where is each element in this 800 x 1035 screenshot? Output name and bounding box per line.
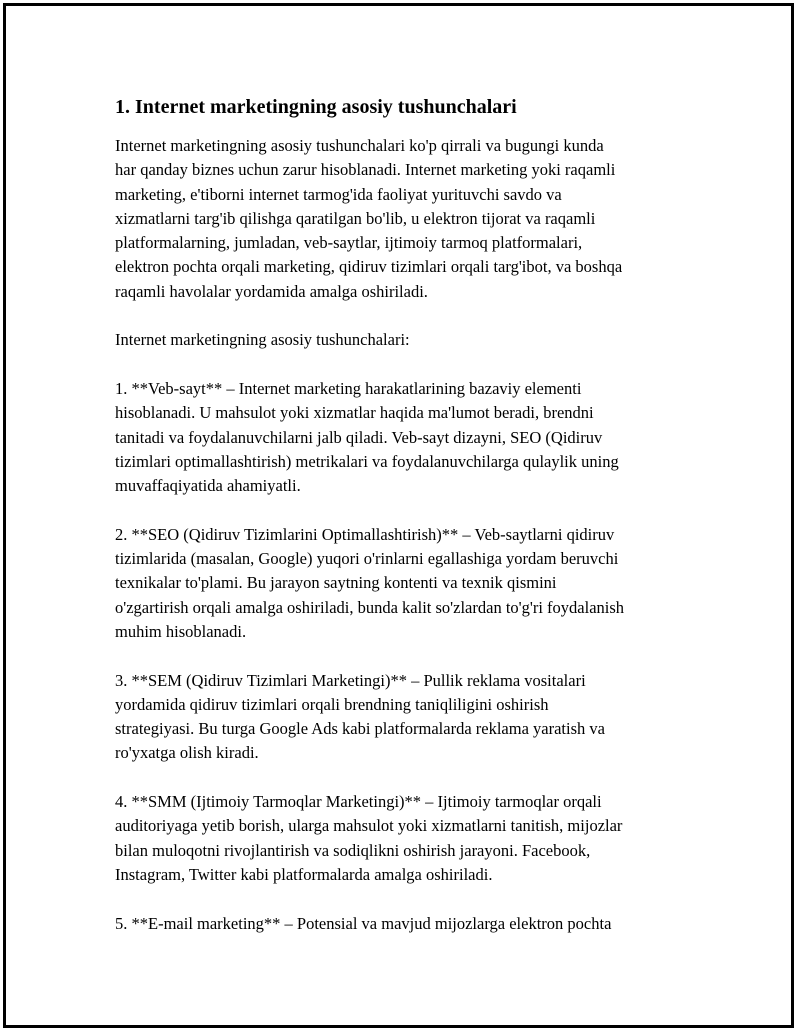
text-line: 2. **SEO (Qidiruv Tizimlarini Optimallashtirish)** – Veb-saytlarni qidiruv xyxy=(115,524,615,544)
text-line: Internet marketingning asosiy tushunchalari: xyxy=(115,330,410,350)
text-line: muhim hisoblanadi. xyxy=(115,621,247,641)
text-line: o'zgartirish orqali amalga oshiriladi, bunda kalit so'zlardan to'g'ri foydalanish xyxy=(115,597,625,617)
text-line: muvaffaqiyatida ahamiyatli. xyxy=(115,476,301,496)
text-line: texnikalar to'plami. Bu jarayon saytning kontenti va texnik qismini xyxy=(115,573,557,593)
text-line: strategiyasi. Bu turga Google Ads kabi platformalarda reklama yaratish va xyxy=(115,719,605,739)
text-line: ro'yxatga olish kiradi. xyxy=(115,743,259,763)
list-item-seo xyxy=(115,523,695,644)
text-line: 4. **SMM (Ijtimoiy Tarmoqlar Marketingi)** – Ijtimoiy tarmoqlar orqali xyxy=(115,792,602,812)
text-line: elektron pochta orqali marketing, qidiruv tizimlari orqali targ'ibot, va boshqa xyxy=(115,257,623,277)
text-line: marketing, e'tiborni internet tarmog'ida faoliyat yurituvchi savdo va xyxy=(115,184,562,204)
text-line: 3. **SEM (Qidiruv Tizimlari Marketingi)** – Pullik reklama vositalari xyxy=(115,670,586,690)
text-line: tanitadi va foydalanuvchilarni jalb qiladi. Veb-sayt dizayni, SEO (Qidiruv xyxy=(115,427,603,447)
intro-paragraph xyxy=(115,134,695,304)
text-line: Internet marketingning asosiy tushunchalari ko'p qirrali va bugungi kunda xyxy=(115,136,604,155)
list-item-sem xyxy=(115,669,695,766)
text-line: tizimlari optimallashtirish) metrikalari va foydalanuvchilarga qulaylik uning xyxy=(115,451,619,471)
document-body xyxy=(115,94,695,960)
text-line: tizimlarida (masalan, Google) yuqori o'rinlarni egallashiga yordam beruvchi xyxy=(115,549,619,569)
text-line: har qanday biznes uchun zarur hisoblanadi. Internet marketing yoki raqamli xyxy=(115,160,616,180)
text-line: xizmatlarni targ'ib qilishga qaratilgan bo'lib, u elektron tijorat va raqamli xyxy=(115,208,596,228)
text-line: hisoblanadi. U mahsulot yoki xizmatlar haqida ma'lumot beradi, brendni xyxy=(115,403,594,423)
list-intro-paragraph xyxy=(115,328,695,352)
text-line: platformalarning, jumladan, veb-saytlar, ijtimoiy tarmoq platformalari, xyxy=(115,233,583,253)
section-heading: 1. Internet marketingning asosiy tushunchalari xyxy=(115,96,517,118)
text-line: Instagram, Twitter kabi platformalarda amalga oshiriladi. xyxy=(115,864,493,884)
text-line: bilan muloqotni rivojlantirish va sodiqlikni oshirish jarayoni. Facebook, xyxy=(115,840,591,860)
text-line: raqamli havolalar yordamida amalga oshiriladi. xyxy=(115,281,428,301)
list-item-email xyxy=(115,912,695,936)
text-line: yordamida qidiruv tizimlari orqali brendning taniqliligini oshirish xyxy=(115,694,549,714)
text-line: 1. **Veb-sayt** – Internet marketing harakatlarining bazaviy elementi xyxy=(115,378,582,398)
list-item-website xyxy=(115,377,695,498)
list-item-smm xyxy=(115,790,695,887)
text-line: 5. **E-mail marketing** – Potensial va mavjud mijozlarga elektron pochta xyxy=(115,913,612,933)
text-line: auditoriyaga yetib borish, ularga mahsulot yoki xizmatlarni tanitish, mijozlar xyxy=(115,816,623,836)
